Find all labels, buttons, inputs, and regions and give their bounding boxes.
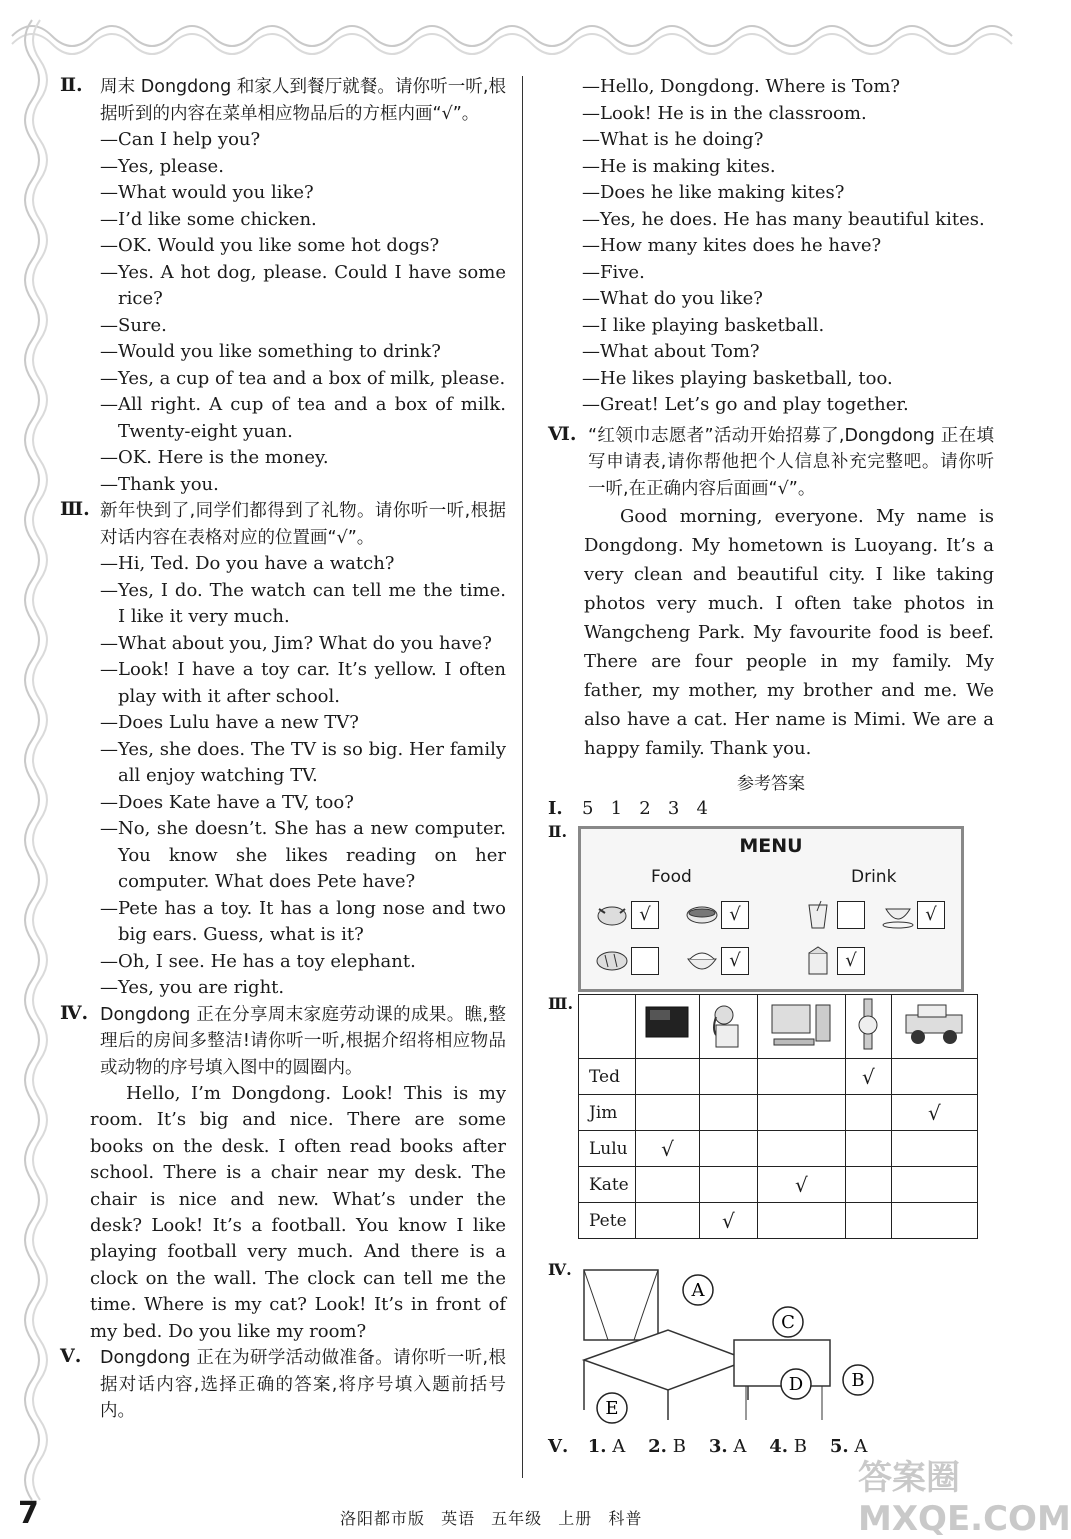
student-name: Kate bbox=[579, 1167, 636, 1203]
listening-passage: Hello, I’m Dongdong. Look! This is my room. It’s big and nice. There are some books on the desk. I often read books after school. There is a chair near my desk. The chair is nice and new. What’s under the desk? Look! It’s a football. You know I like playing football very much. And there is a clock on the wall. The clock can tell me the time. Where is my cat? Look! It’s in front of my bed. Do you like my room? bbox=[90, 1083, 506, 1342]
table-corner-cell bbox=[579, 995, 636, 1059]
answer-value: 5 1 2 3 4 bbox=[582, 798, 708, 819]
answer-value: B bbox=[672, 1436, 686, 1457]
juice-icon bbox=[801, 899, 837, 929]
table-cell bbox=[891, 1059, 977, 1095]
menu-food-heading: Food bbox=[651, 867, 692, 887]
dialogue-line: —OK. Would you like some hot dogs? bbox=[100, 235, 440, 256]
menu-item-milk bbox=[801, 945, 865, 979]
toy-car-icon bbox=[892, 995, 976, 1053]
table-cell bbox=[846, 1167, 892, 1203]
section-2 bbox=[60, 74, 506, 498]
table-cell: √ bbox=[699, 1203, 757, 1239]
room-label-football: D bbox=[788, 1374, 804, 1395]
dialogue bbox=[100, 127, 506, 498]
table-cell: √ bbox=[636, 1131, 700, 1167]
hotdog-icon bbox=[685, 899, 721, 929]
dialogue-line: —What do you like? bbox=[582, 288, 763, 309]
menu-item-tea bbox=[881, 899, 945, 933]
student-name: Jim bbox=[579, 1095, 636, 1131]
table-cell bbox=[757, 1059, 845, 1095]
menu-card bbox=[578, 826, 964, 992]
answer-label: Ⅳ. bbox=[548, 1260, 572, 1279]
listening-passage: Good morning, everyone. My name is Dongdong. My hometown is Luoyang. It’s a very clean and beautiful city. I like taking photos very much. I often take photos in Wangcheng Park. My favourite food is beef. There are four people in my family. My father, my mother, my brother and me. We also have a cat. Her name is Mimi. We are a happy family. Thank you. bbox=[584, 506, 994, 759]
check-box: √ bbox=[721, 901, 749, 929]
table-cell bbox=[891, 1203, 977, 1239]
answer-number: 4. bbox=[769, 1436, 789, 1457]
dialogue-line: —What about you, Jim? What do you have? bbox=[100, 632, 492, 654]
table-row bbox=[579, 1059, 978, 1095]
check-box: √ bbox=[631, 901, 659, 929]
table-cell: √ bbox=[846, 1059, 892, 1095]
answer-value: A bbox=[854, 1436, 868, 1457]
dialogue-line: —Thank you. bbox=[100, 473, 219, 495]
dialogue-line: —No, she doesn’t. She has a new computer. You know she likes reading on her computer. What does Pete have? bbox=[100, 818, 506, 892]
dialogue-line: —Hello, Dongdong. Where is Tom? bbox=[582, 76, 901, 97]
dialogue-line: —What about Tom? bbox=[582, 341, 760, 362]
answer-4-room bbox=[548, 1260, 994, 1430]
table-cell bbox=[891, 1131, 977, 1167]
menu-item-bread bbox=[595, 945, 659, 979]
tv-icon bbox=[636, 995, 698, 1053]
dialogue-line: —Yes, you are right. bbox=[100, 977, 285, 998]
student-name: Lulu bbox=[579, 1131, 636, 1167]
dialogue-line: —Yes, he does. He has many beautiful kites. bbox=[582, 208, 985, 230]
table-row bbox=[579, 1131, 978, 1167]
table-row bbox=[579, 1203, 978, 1239]
section-6 bbox=[548, 423, 994, 503]
page-number: 7 bbox=[18, 1496, 39, 1531]
section-3 bbox=[60, 498, 506, 1002]
section-4 bbox=[60, 1002, 506, 1082]
section-number: Ⅴ. bbox=[60, 1345, 82, 1368]
column-header bbox=[846, 995, 892, 1059]
check-box: √ bbox=[721, 947, 749, 975]
answer-2-menu bbox=[548, 822, 994, 994]
dialogue-line: —Five. bbox=[582, 261, 645, 283]
decorative-border-top bbox=[12, 6, 1026, 66]
dialogue-line: —He is making kites. bbox=[582, 155, 776, 177]
chicken-icon bbox=[595, 899, 631, 929]
table-cell bbox=[757, 1203, 845, 1239]
table-cell bbox=[636, 1167, 700, 1203]
dialogue-line: —Look! He is in the classroom. bbox=[582, 102, 867, 124]
dialogue-line: —Can I help you? bbox=[100, 129, 261, 150]
dialogue-line: —Great! Let’s go and play together. bbox=[582, 394, 909, 415]
answer-1 bbox=[548, 796, 994, 822]
table-header-row bbox=[579, 995, 978, 1059]
dialogue-line: —Yes. A hot dog, please. Could I have some rice? bbox=[100, 261, 506, 309]
dialogue-line: —Does Lulu have a new TV? bbox=[100, 712, 359, 733]
answer-number: 2. bbox=[648, 1436, 667, 1457]
tea-cup-icon bbox=[881, 899, 917, 929]
answers-title: 参考答案 bbox=[737, 774, 805, 794]
dialogue-line: —Pete has a toy. It has a long nose and two big ears. Guess, what is it? bbox=[100, 897, 506, 945]
column-header bbox=[891, 995, 977, 1059]
column-header bbox=[699, 995, 757, 1059]
answer-label: Ⅲ. bbox=[548, 994, 574, 1013]
column-divider bbox=[522, 76, 523, 1478]
section-number: Ⅱ. bbox=[60, 74, 83, 96]
section-number: Ⅲ. bbox=[60, 498, 90, 520]
table-cell: √ bbox=[757, 1167, 845, 1203]
table-cell bbox=[636, 1095, 700, 1131]
dialogue-line: —Would you like something to drink? bbox=[100, 341, 441, 362]
rice-bowl-icon bbox=[685, 945, 721, 975]
check-box bbox=[631, 947, 659, 975]
dialogue-line: —Hi, Ted. Do you have a watch? bbox=[100, 553, 395, 574]
table-cell bbox=[636, 1203, 700, 1239]
page-footer bbox=[0, 1496, 1038, 1536]
menu-drink-heading: Drink bbox=[851, 867, 897, 887]
dialogue bbox=[100, 551, 506, 1002]
dialogue-line: —How many kites does he have? bbox=[582, 235, 882, 256]
room-label-chair: B bbox=[851, 1370, 865, 1391]
table-cell bbox=[846, 1203, 892, 1239]
table-cell bbox=[757, 1095, 845, 1131]
section-instruction: Dongdong 正在分享周末家庭劳动课的成果。瞧,整理后的房间多整洁!请你听一听,根据介绍将相应物品或动物的序号填入图中的圆圈内。 bbox=[100, 1004, 506, 1078]
section-number: Ⅳ. bbox=[60, 1001, 89, 1024]
bread-icon bbox=[595, 945, 631, 975]
computer-icon bbox=[758, 995, 844, 1053]
dialogue-line: —Does Kate have a TV, too? bbox=[100, 791, 354, 813]
answer-3-table bbox=[548, 994, 994, 1260]
dialogue-line: —Yes, a cup of tea and a box of milk, please. bbox=[100, 367, 506, 389]
right-column bbox=[548, 74, 994, 1460]
toy-elephant-icon bbox=[700, 995, 756, 1053]
student-name: Ted bbox=[579, 1059, 636, 1095]
table-row bbox=[579, 1095, 978, 1131]
dialogue-line: —What would you like? bbox=[100, 182, 314, 203]
dialogue-line: —Yes, she does. The TV is so big. Her family all enjoy watching TV. bbox=[100, 738, 506, 786]
table-row bbox=[579, 1167, 978, 1203]
check-box: √ bbox=[917, 901, 945, 929]
dialogue-line: —Oh, I see. He has a toy elephant. bbox=[100, 950, 416, 972]
menu-item-rice bbox=[685, 945, 749, 979]
footer-text: 洛阳都市版 英语 五年级 上册 科普 bbox=[340, 1509, 643, 1528]
dialogue-line: —Yes, I do. The watch can tell me the time. I like it very much. bbox=[100, 579, 506, 627]
answer-value: B bbox=[793, 1436, 807, 1457]
check-box bbox=[837, 901, 865, 929]
table-cell bbox=[891, 1167, 977, 1203]
table-cell bbox=[699, 1167, 757, 1203]
decorative-border-left bbox=[14, 20, 50, 1510]
column-header bbox=[636, 995, 700, 1059]
dialogue-line: —I like playing basketball. bbox=[582, 314, 825, 336]
answer-label: Ⅱ. bbox=[548, 822, 568, 841]
section-5 bbox=[60, 1345, 506, 1425]
section-instruction: Dongdong 正在为研学活动做准备。请你听一听,根据对话内容,选择正确的答案,将序号填入题前括号内。 bbox=[100, 1348, 506, 1422]
room-answer-circles bbox=[548, 1260, 988, 1430]
dialogue-line: —I’d like some chicken. bbox=[100, 208, 317, 230]
section-instruction: “红领巾志愿者”活动开始招募了,Dongdong 正在填写申请表,请你帮他把个人信息补充完整吧。请你听一听,在正确内容后面画“√”。 bbox=[588, 425, 994, 499]
check-box: √ bbox=[837, 947, 865, 975]
answer-value: A bbox=[612, 1436, 626, 1457]
menu-title: MENU bbox=[739, 835, 803, 857]
section-number: Ⅵ. bbox=[548, 422, 577, 445]
answer-number: 3. bbox=[708, 1436, 728, 1457]
table-cell bbox=[699, 1131, 757, 1167]
section-instruction: 周末 Dongdong 和家人到餐厅就餐。请你听一听,根据听到的内容在菜单相应物品后的方框内画“√”。 bbox=[100, 77, 506, 124]
dialogue-line: —OK. Here is the money. bbox=[100, 447, 329, 468]
dialogue-line: —Look! I have a toy car. It’s yellow. I often play with it after school. bbox=[100, 659, 506, 707]
dialogue-line: —Yes, please. bbox=[100, 155, 224, 177]
dialogue bbox=[548, 74, 994, 419]
answer-label: Ⅴ. bbox=[548, 1436, 569, 1457]
table-cell bbox=[699, 1059, 757, 1095]
gift-grid bbox=[578, 994, 978, 1239]
dialogue-line: —All right. A cup of tea and a box of milk. Twenty-eight yuan. bbox=[100, 394, 506, 442]
table-cell: √ bbox=[891, 1095, 977, 1131]
answer-number: 1. bbox=[587, 1436, 607, 1457]
answer-value: A bbox=[733, 1436, 747, 1457]
dialogue-line: —Does he like making kites? bbox=[582, 182, 845, 203]
menu-item-chicken bbox=[595, 899, 659, 933]
menu-item-juice bbox=[801, 899, 865, 933]
table-cell bbox=[846, 1095, 892, 1131]
answer-label: Ⅰ. bbox=[548, 798, 563, 819]
table-cell bbox=[757, 1131, 845, 1167]
watermark-text: 答案圈 MXQE.COM bbox=[858, 1458, 1071, 1539]
room-label-clock: A bbox=[691, 1280, 705, 1301]
dialogue-line: —He likes playing basketball, too. bbox=[582, 367, 893, 389]
table-cell bbox=[636, 1059, 700, 1095]
table-cell bbox=[699, 1095, 757, 1131]
watch-icon bbox=[846, 995, 890, 1053]
room-label-cat: E bbox=[605, 1398, 619, 1419]
column-header bbox=[757, 995, 845, 1059]
section-instruction: 新年快到了,同学们都得到了礼物。请你听一听,根据对话内容在表格对应的位置画“√”。 bbox=[100, 501, 506, 548]
answer-number: 5. bbox=[829, 1436, 849, 1457]
left-column bbox=[60, 74, 506, 1425]
student-name: Pete bbox=[579, 1203, 636, 1239]
room-label-desk: C bbox=[781, 1312, 795, 1333]
table-cell bbox=[846, 1131, 892, 1167]
menu-item-hotdog bbox=[685, 899, 749, 933]
dialogue-line: —What is he doing? bbox=[582, 129, 764, 150]
milk-box-icon bbox=[801, 945, 837, 975]
dialogue-line: —Sure. bbox=[100, 314, 167, 336]
